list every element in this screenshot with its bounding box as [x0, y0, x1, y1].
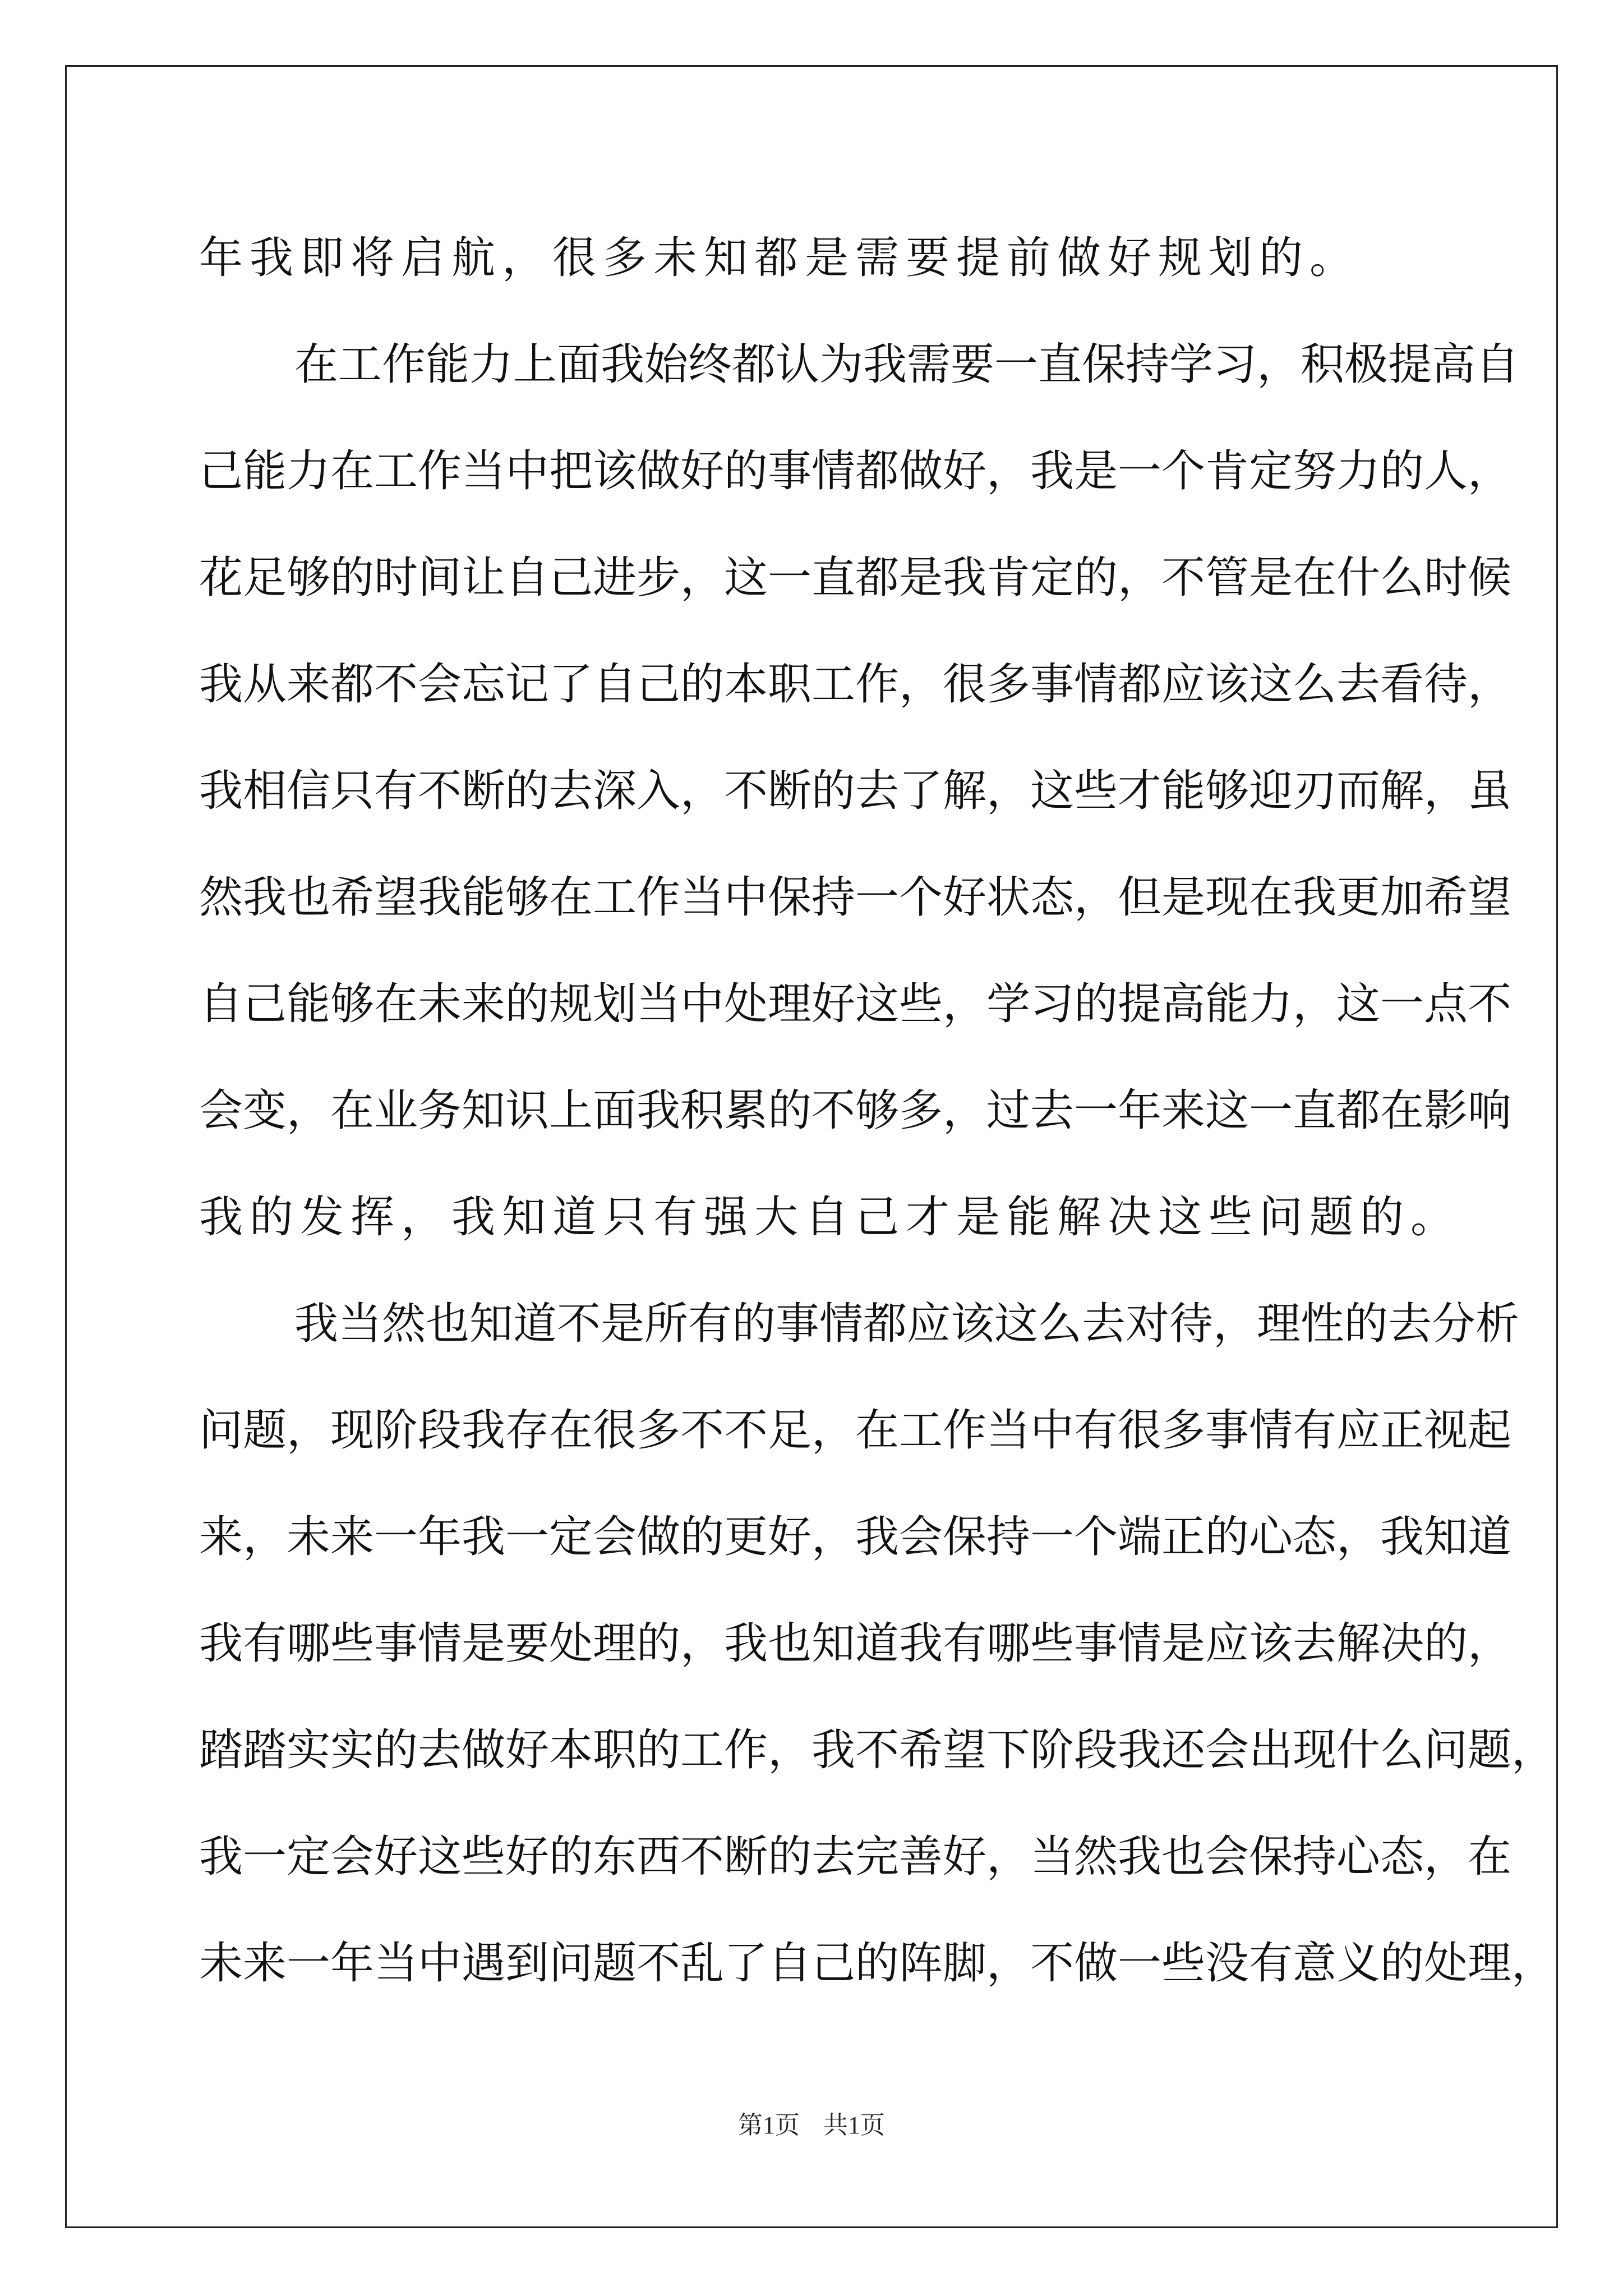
- text-line: 我相信只有不断的去深入，不断的去了解，这些才能够迎刃而解，虽: [199, 766, 1512, 816]
- page-footer: [0, 2105, 1623, 2141]
- text-line: 来，未来一年我一定会做的更好，我会保持一个端正的心态，我知道: [199, 1512, 1512, 1562]
- text-line: 自己能够在未来的规划当中处理好这些，学习的提高能力，这一点不: [199, 979, 1512, 1029]
- text-line: 花足够的时间让自己进步，这一直都是我肯定的，不管是在什么时候: [199, 553, 1512, 603]
- text-line: 未来一年当中遇到问题不乱了自己的阵脚，不做一些没有意义的处理，: [199, 1938, 1556, 1989]
- text-line: 在工作能力上面我始终都认为我需要一直保持学习，积极提高自: [294, 339, 1520, 390]
- text-line: 踏踏实实的去做好本职的工作，我不希望下阶段我还会出现什么问题，: [199, 1725, 1556, 1775]
- text-line: 年我即将启航，很多未知都是需要提前做好规划的。: [199, 233, 1361, 283]
- text-line: 己能力在工作当中把该做好的事情都做好，我是一个肯定努力的人，: [199, 446, 1512, 496]
- text-line: 我从来都不会忘记了自己的本职工作，很多事情都应该这么去看待，: [199, 659, 1512, 710]
- text-line: 我的发挥，我知道只有强大自己才是能解决这些问题的。: [199, 1192, 1461, 1243]
- page-number: 第1页: [738, 2111, 800, 2139]
- text-line: 问题，现阶段我存在很多不不足，在工作当中有很多事情有应正视起: [199, 1405, 1512, 1456]
- text-line: 我有哪些事情是要处理的，我也知道我有哪些事情是应该去解决的，: [199, 1618, 1512, 1669]
- text-line: 我一定会好这些好的东西不断的去完善好，当然我也会保持心态，在: [199, 1832, 1512, 1882]
- page-total: 共1页: [823, 2111, 885, 2139]
- document-body: [199, 205, 1556, 2017]
- text-line: 会变，在业务知识上面我积累的不够多，过去一年来这一直都在影响: [199, 1085, 1512, 1136]
- text-line: 我当然也知道不是所有的事情都应该这么去对待，理性的去分析: [294, 1299, 1520, 1349]
- text-line: 然我也希望我能够在工作当中保持一个好状态，但是现在我更加希望: [199, 872, 1512, 923]
